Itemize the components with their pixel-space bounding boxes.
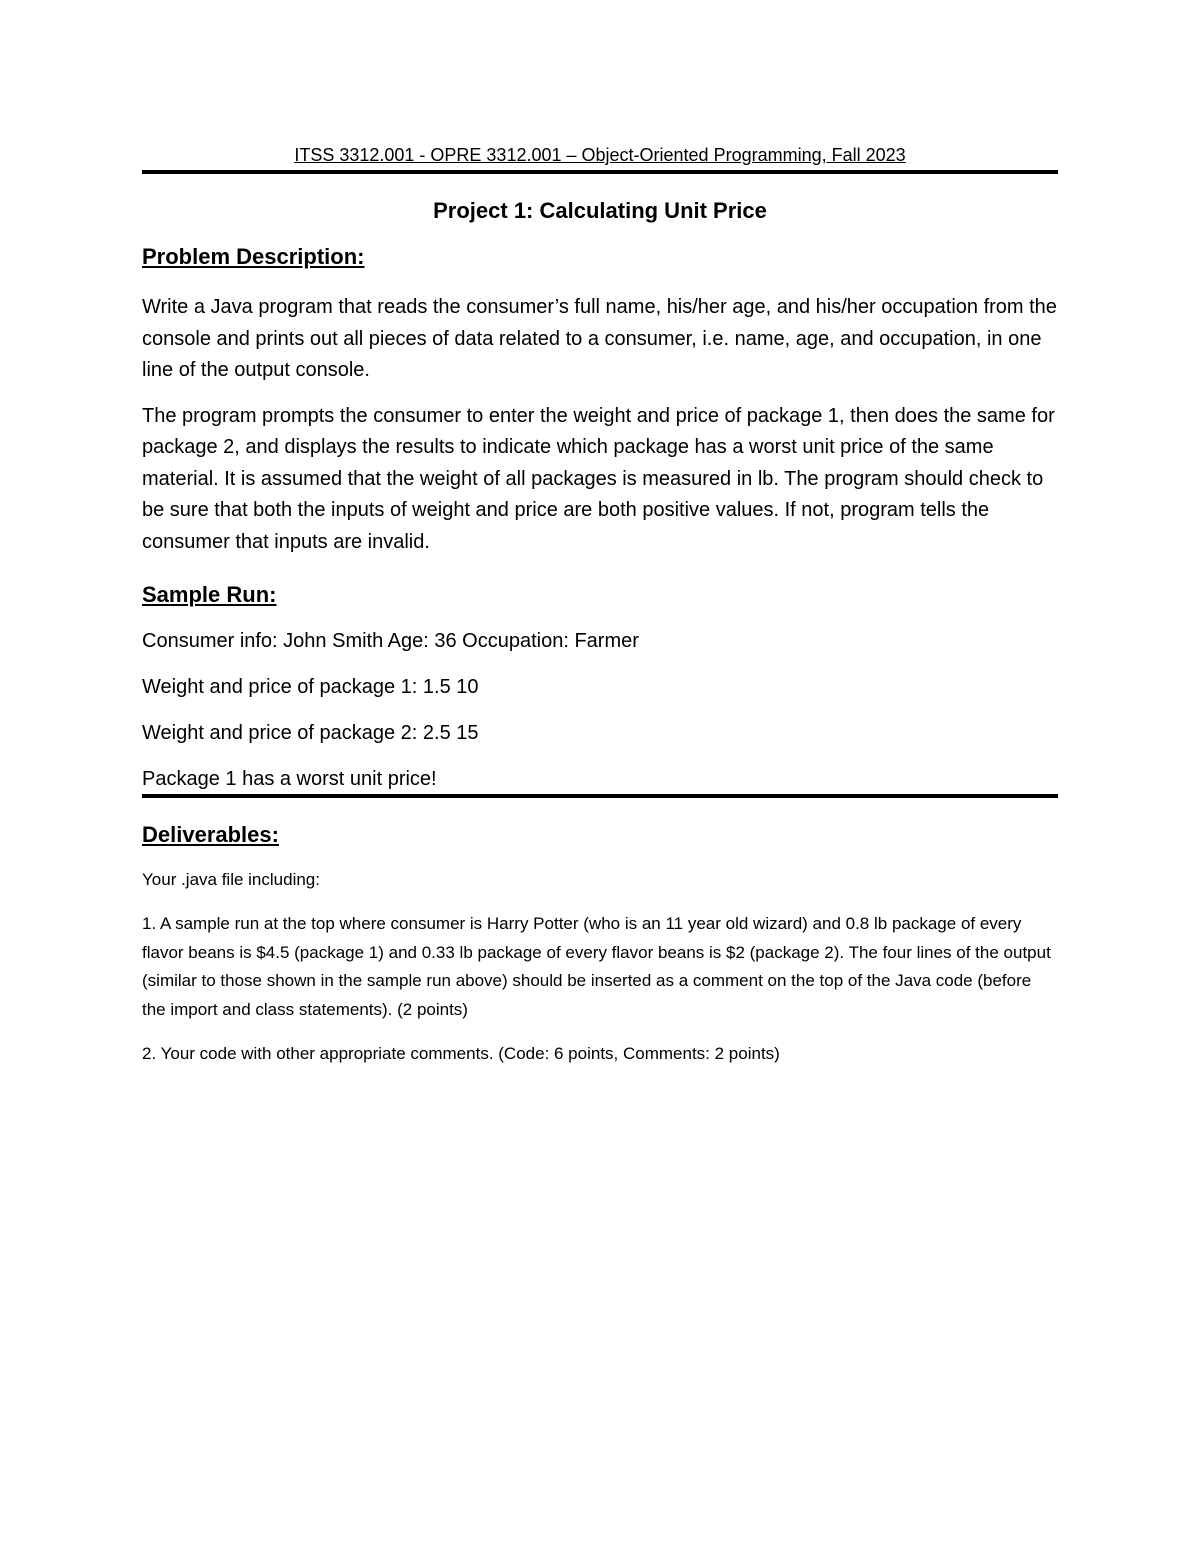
deliverables-intro: Your .java file including: [142,870,320,889]
sample-run-heading: Sample Run: [142,582,277,607]
header-rule [142,170,1058,174]
sample-run-rule [142,794,1058,798]
sample-run-line-result: Package 1 has a worst unit price! [142,768,437,790]
deliverable-item-2: 2. Your code with other appropriate comments. (Code: 6 points, Comments: 2 points) [142,1044,780,1063]
sample-run-line-consumer: Consumer info: John Smith Age: 36 Occupation: Farmer [142,630,639,652]
project-title: Project 1: Calculating Unit Price [433,198,767,223]
course-header: ITSS 3312.001 - OPRE 3312.001 – Object-Oriented Programming, Fall 2023 [294,145,906,165]
document-page [142,140,1058,1069]
problem-paragraph-1: Write a Java program that reads the consumer’s full name, his/her age, and his/her occupation from the console and prints out all pieces of data related to a consumer, i.e. name, age, and occupation, in one line of the output console. [142,296,1057,381]
problem-description-heading: Problem Description: [142,244,365,269]
deliverables-heading: Deliverables: [142,822,279,847]
problem-paragraph-2: The program prompts the consumer to enter the weight and price of package 1, then does the same for package 2, and displays the results to indicate which package has a worst unit price of the same material. It is assumed that the weight of all packages is measured in lb. The program should check to be sure that both the inputs of weight and price are both positive values. If not, program tells the consumer that inputs are invalid. [142,404,1055,553]
sample-run-line-package-2: Weight and price of package 2: 2.5 15 [142,722,479,744]
deliverable-item-1: 1. A sample run at the top where consumer is Harry Potter (who is an 11 year old wizard) and 0.8 lb package of every flavor beans is $4.5 (package 1) and 0.33 lb package of every flavor beans is $2 (package 2). The four lines of the output (similar to those shown in the sample run above) should be inserted as a comment on the top of the Java code (before the import and class statements). (2 points) [142,914,1051,1019]
sample-run-line-package-1: Weight and price of package 1: 1.5 10 [142,676,479,698]
